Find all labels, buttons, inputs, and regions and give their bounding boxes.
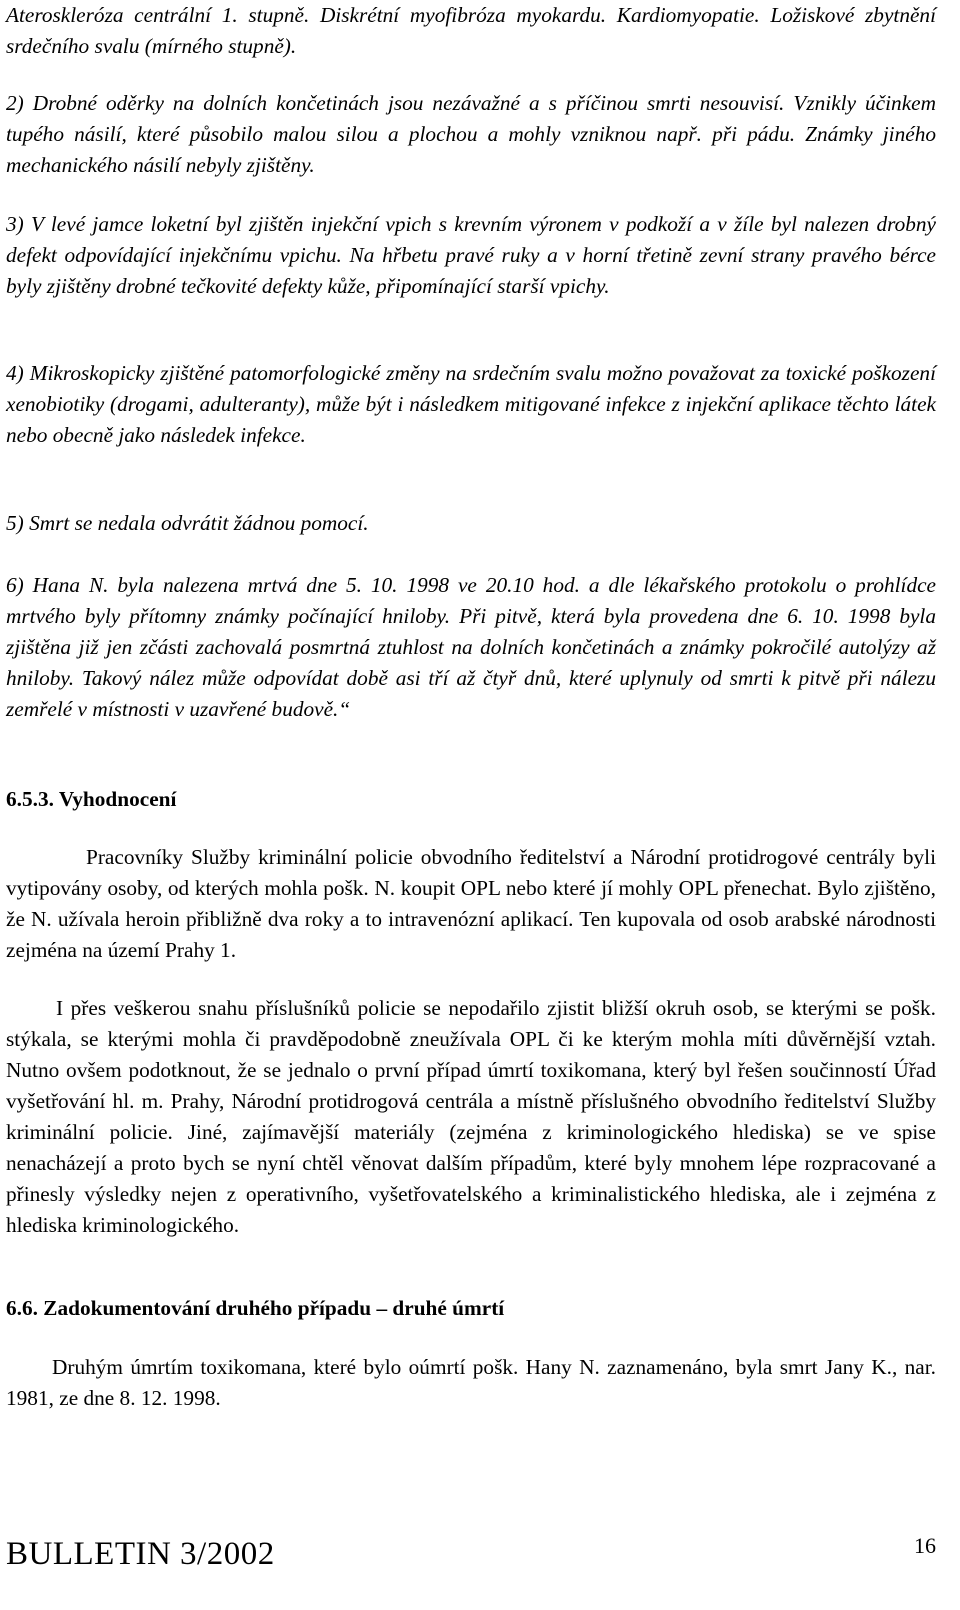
list-item-4: 4) Mikroskopicky zjištěné patomorfologické změny na srdečním svalu možno považovat za toxické poškození xenobiotiky (drogami, adulteranty), může být i následkem mitigované infekce z injekční aplikace těchto látek nebo obecně jako následek infekce.	[6, 361, 936, 447]
section-heading-66: 6.6. Zadokumentování druhého případu – druhé úmrtí	[6, 1296, 505, 1320]
list-item-3: 3) V levé jamce loketní byl zjištěn injekční vpich s krevním výronem v podkoží a v žíle byl nalezen drobný defekt odpovídající injekčnímu vpichu. Na hřbetu pravé ruky a v horní třetině zevní strany pravého bérce byly zjištěny drobné tečkovité defekty kůže, připomínající starší vpichy.	[6, 212, 936, 298]
page-number: 16	[914, 1533, 936, 1558]
paragraph-second-death: Druhým úmrtím toxikomana, které bylo oúmrtí pošk. Hany N. zaznamenáno, byla smrt Jany K., nar. 1981, ze dne 8. 12. 1998.	[6, 1355, 936, 1410]
paragraph-evaluation-1: Pracovníky Služby kriminální policie obvodního ředitelství a Národní protidrogové centrály byli vytipovány osoby, od kterých mohla pošk. N. koupit OPL nebo které jí mohly OPL přenechat. Bylo zjištěno, že N. užívala heroin přibližně dva roky a to intravenózní aplikací. Ten kupovala od osob arabské národnosti zejména na území Prahy 1.	[6, 845, 936, 962]
paragraph-evaluation-2: I přes veškerou snahu příslušníků policie se nepodařilo zjistit bližší okruh osob, se kterými se pošk. stýkala, se kterými mohla či pravděpodobně zneužívala OPL či ke kterým mohla míti důvěrnější vztah. Nutno ovšem podotknout, že se jednalo o první případ úmrtí toxikomana, který byl řešen součinností Úřad vyšetřování hl. m. Prahy, Národní protidrogová centrála a místně příslušného obvodního ředitelství Služby kriminální policie. Jiné, zajímavější materiály (zejména z kriminologického hlediska) se ve spise nenacházejí a proto bych se nyní chtěl věnovat dalším případům, které byly mnohem lépe rozpracované a přinesly výsledky nejen z operativního, vyšetřovatelského a kriminalistického hlediska, ale i zejména z hlediska kriminologického.	[6, 996, 936, 1237]
footer-bulletin-title: BULLETIN 3/2002	[6, 1536, 275, 1572]
paragraph-intro: Ateroskleróza centrální 1. stupně. Diskrétní myofibróza myokardu. Kardiomyopatie. Ložiskové zbytnění srdečního svalu (mírného stupně).	[6, 3, 936, 58]
section-heading-653: 6.5.3. Vyhodnocení	[6, 787, 177, 811]
list-item-6: 6) Hana N. byla nalezena mrtvá dne 5. 10. 1998 ve 20.10 hod. a dle lékařského protokolu o prohlídce mrtvého byly přítomny známky počínající hniloby. Při pitvě, která byla provedena dne 6. 10. 1998 byla zjištěna již jen zčásti zachovalá posmrtná ztuhlost na dolních končetinách a známky pokročilé autolýzy až hniloby. Takový nález může odpovídat době asi tří až čtyř dnů, které uplynuly od smrti k pitvě při nálezu zemřelé v místnosti v uzavřené budově.“	[6, 573, 936, 721]
list-item-5: 5) Smrt se nedala odvrátit žádnou pomocí.	[6, 511, 369, 535]
list-item-2: 2) Drobné oděrky na dolních končetinách jsou nezávažné a s příčinou smrti nesouvisí. Vznikly účinkem tupého násilí, které působilo malou silou a plochou a mohly vzniknou např. při pádu. Známky jiného mechanického násilí nebyly zjištěny.	[6, 91, 936, 177]
